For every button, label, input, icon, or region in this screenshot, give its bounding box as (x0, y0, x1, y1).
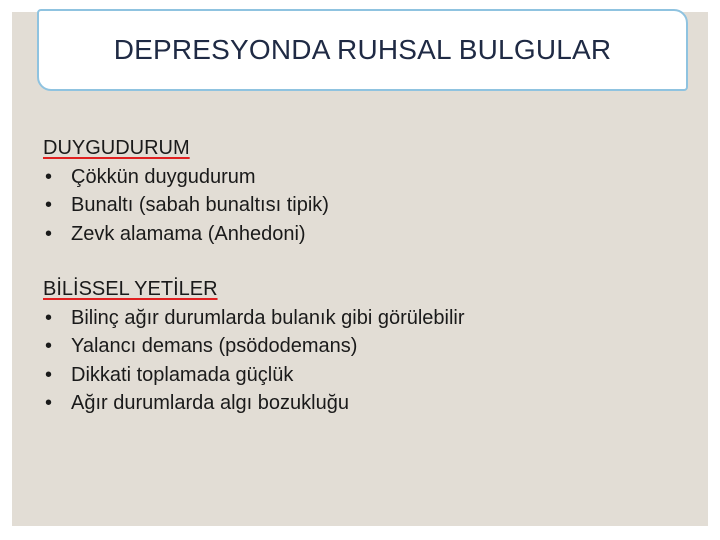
list-item (43, 389, 688, 418)
list-item-text: Bilinç ağır durumlarda bulanık gibi görülebilir (71, 306, 465, 329)
bullet-icon: • (45, 335, 53, 357)
list-item-text: Bunaltı (sabah bunaltısı tipik) (71, 194, 329, 216)
list-item-text: Yalancı demans (psödodemans) (71, 335, 358, 357)
list-item-text: Ağır durumlarda algı bozukluğu (71, 392, 349, 414)
bullet-icon: • (45, 392, 53, 414)
bullet-icon: • (45, 222, 53, 245)
bullet-icon: • (45, 194, 53, 216)
slide-content (43, 134, 688, 418)
list-item (43, 191, 688, 220)
list-item (43, 332, 688, 361)
section-heading: BİLİSSEL YETİLER (43, 278, 218, 300)
list-item-text: Zevk alamama (Anhedoni) (71, 222, 306, 245)
slide (12, 12, 708, 526)
list-item (43, 304, 688, 333)
title-box (37, 9, 688, 91)
bullet-list (43, 163, 688, 249)
list-item (43, 163, 688, 192)
section-duygudurum (43, 134, 688, 248)
bullet-icon: • (45, 306, 53, 329)
list-item (43, 220, 688, 249)
section-heading: DUYGUDURUM (43, 137, 190, 159)
list-item-text: Çökkün duygudurum (71, 165, 256, 188)
bullet-list (43, 304, 688, 418)
bullet-icon: • (45, 363, 53, 386)
section-spacer (43, 248, 688, 275)
section-bilissel-yetiler (43, 275, 688, 418)
list-item-text: Dikkati toplamada güçlük (71, 363, 294, 386)
slide-title: DEPRESYONDA RUHSAL BULGULAR (113, 34, 612, 65)
bullet-icon: • (45, 165, 53, 188)
list-item (43, 361, 688, 390)
